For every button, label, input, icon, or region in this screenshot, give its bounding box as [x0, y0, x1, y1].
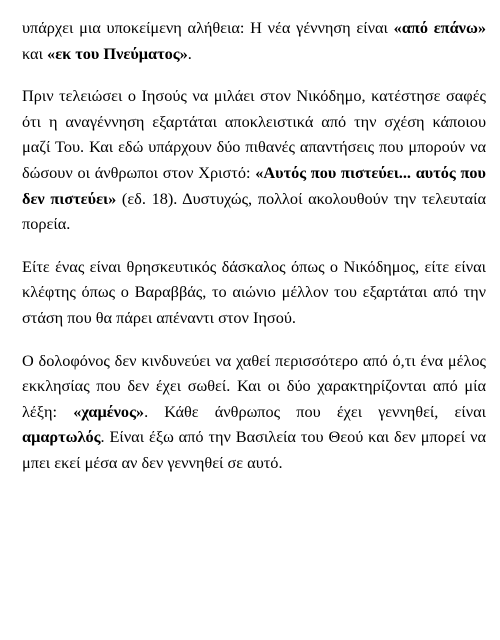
paragraph-2 [22, 83, 486, 237]
paragraph-4 [22, 348, 486, 476]
paragraph-3 [22, 254, 486, 331]
text-segment: (εδ. 18). Δυστυχώς, πολλοί ακολουθούν την τελευταία πορεία. [22, 188, 486, 234]
document-body [22, 15, 486, 476]
bold-text-segment: «εκ του Πνεύματος» [47, 43, 188, 63]
text-segment: . Είναι έξω από την Βασιλεία του Θεού και δεν μπορεί να μπει εκεί μέσα αν δεν γεννηθεί σε αυτό. [22, 427, 486, 472]
paragraph-1 [22, 15, 486, 66]
text-segment: υπάρχει μια υποκείμενη αλήθεια: Η νέα γέννηση είναι [22, 18, 394, 37]
bold-text-segment: «από επάνω» [393, 18, 486, 37]
bold-text-segment: «χαμένος» [73, 401, 145, 421]
text-segment: και [22, 43, 48, 63]
text-segment: Ο δολοφόνος δεν κινδυνεύει να χαθεί περισσότερο από ό,τι ένα μέλος εκκλησίας που δεν έχει σωθεί. Και οι δύο χαρακτηρίζονται από μία λέξη: [22, 350, 486, 421]
text-segment: . Κάθε άνθρωπος που έχει γεννηθεί, είναι [144, 401, 486, 421]
bold-text-segment: αμαρτωλός [22, 427, 101, 447]
text-segment: Πριν τελειώσει ο Ιησούς να μιλάει στον Νικόδημο, κατέστησε σαφές ότι η αναγέννηση εξαρτάται αποκλειστικά από την σχέση κάποιου μαζί Του. Και εδώ υπάρχουν δύο πιθανές απαντήσεις που μπορούν να δώσουν οι άνθρωποι στον Χριστό: [22, 86, 486, 182]
text-segment: Είτε ένας είναι θρησκευτικός δάσκαλος όπως ο Νικόδημος, είτε είναι κλέφτης όπως ο Βαραββάς, το αιώνιο μέλλον του εξαρτάται από την στάση που θα πάρει απέναντι στον Ιησού. [22, 256, 486, 327]
text-segment: . [187, 43, 192, 63]
bold-text-segment: «Αυτός που πιστεύει... αυτός που δεν πιστεύει» [22, 162, 486, 208]
